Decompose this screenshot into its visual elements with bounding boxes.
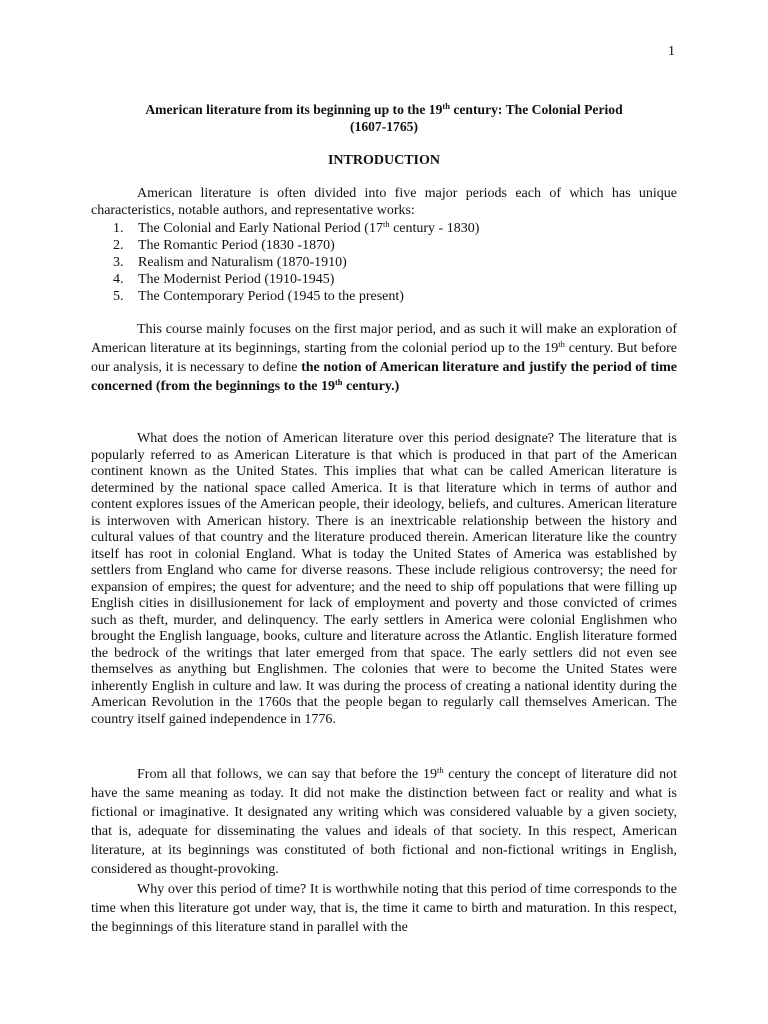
- why-paragraph: Why over this period of time? It is worthwhile noting that this period of time corresponds to the time when this literature got under way, that is, the time it came to birth and maturation. In this respect, the beginnings of this literature stand in parallel with the: [91, 882, 677, 935]
- document-title: [91, 101, 677, 135]
- title-sup: th: [442, 101, 450, 111]
- list-item: 3. Realism and Naturalism (1870-1910): [113, 255, 347, 270]
- title-line1-b: century: The Colonial Period: [449, 102, 623, 117]
- page-number: 1: [668, 44, 675, 59]
- from-paragraph: From all that follows, we can say that before the 19th century the concept of literature did not have the same meaning as today. It did not make the distinction between fact or reality and what is fictional or imaginative. It designated any writing which was considered valuable by a given society, that is, adequate for disseminating the values and ideals of that society. In this respect, American literature, at its beginnings was constituted of both fictional and non-fictional writings in English, considered as thought-provoking.: [91, 765, 677, 877]
- title-line2: (1607-1765): [350, 119, 418, 134]
- list-item: 5. The Contemporary Period (1945 to the present): [113, 289, 404, 304]
- list-item: 4. The Modernist Period (1910-1945): [113, 272, 335, 287]
- intro-paragraph: American literature is often divided into five major periods each of which has unique characteristics, notable authors, and representative works:: [91, 186, 677, 218]
- list-item: 2. The Romantic Period (1830 -1870): [113, 238, 335, 253]
- periods-list: [113, 220, 479, 305]
- course-paragraph: This course mainly focuses on the first major period, and as such it will make an exploration of American literature at its beginnings, starting from the colonial period up to the 19th century. But before our analysis, it is necessary to define the notion of American literature and justify the period of time concerned (from the beginnings to the 19th century.): [91, 322, 678, 394]
- title-line1-a: American literature from its beginning up to the 19: [145, 102, 443, 117]
- section-heading: INTRODUCTION: [327, 153, 440, 168]
- notion-paragraph: What does the notion of American literature over this period designate? The literature that is popularly referred to as American Literature is that which is produced in that part of the American continent known as the United States. This implies that what can be called American literature is determined by the national space called America. It is that literature which in terms of author and content explores issues of the American people, their ideology, beliefs, and cultures. American literature is interwoven with American history. There is an inextricable relationship between the history and cultural values of that country and the literature produced therein. American literature like the country itself has root in colonial England. What is today the United States of America was established by settlers from England who came for diverse reasons. These include religious controversy; the need for expansion of empires; the quest for adventure; and the need to ship off populations that were filling up English cities in disillusionement for lack of employment and poverty and those convicted of crimes such as theft, murder, and delinquency. The early settlers in America were colonial Englishmen who brought the English language, books, culture and literature across the Atlantic. English literature formed the bedrock of the writings that later emerged from that space. The early settlers did not even see themselves as anything but Englishmen. The colonies that were to become the United States were inherently English in culture and law. It was during the process of creating a national identity during the American Revolution in the 1760s that the people began to regularly call themselves American. The country itself gained independence in 1776.: [91, 431, 677, 727]
- list-item: 1. The Colonial and Early National Period (17th century - 1830): [113, 219, 480, 236]
